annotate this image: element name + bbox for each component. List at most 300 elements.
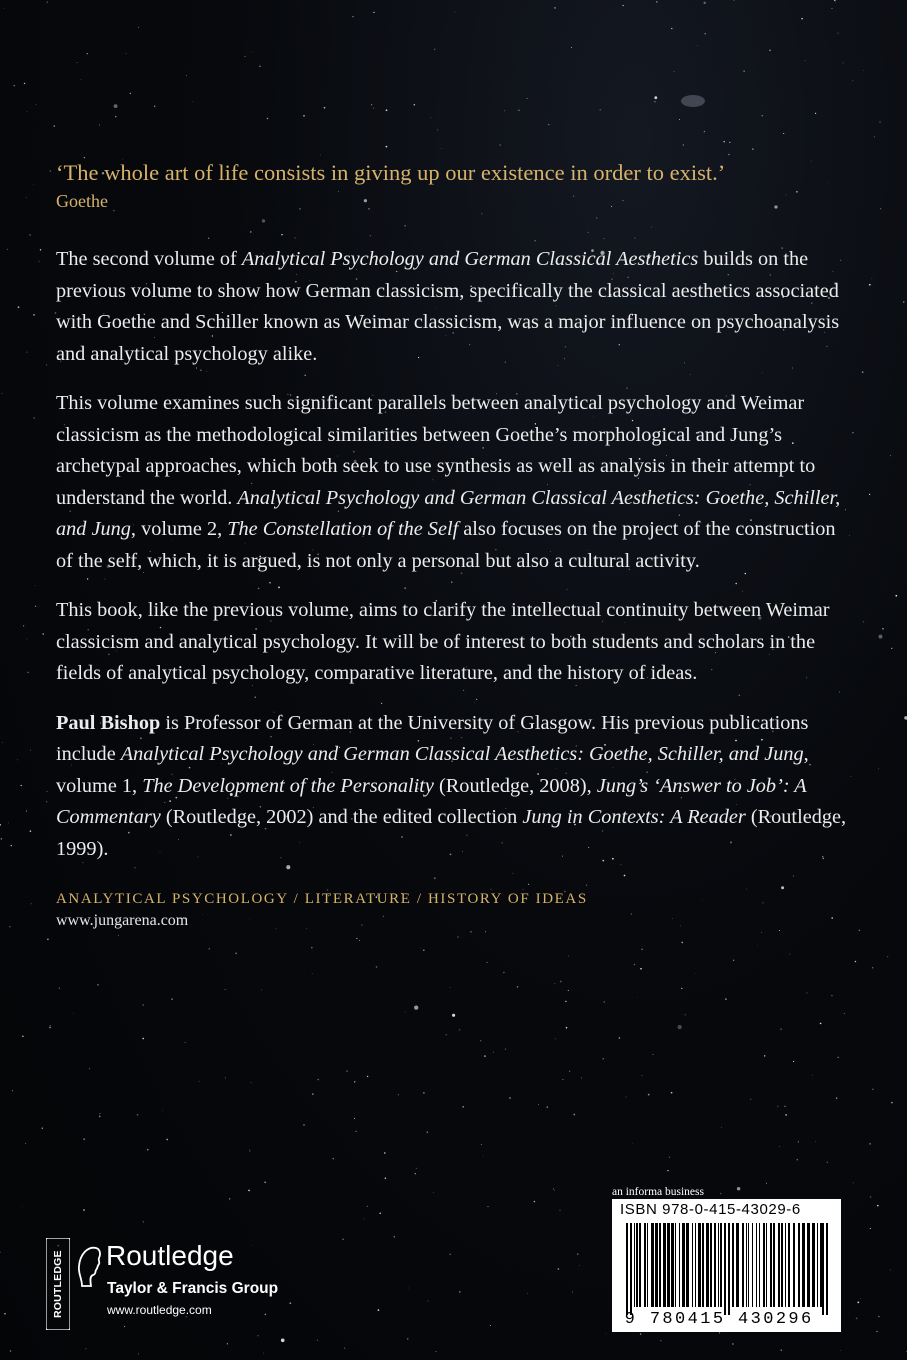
star (244, 56, 245, 57)
star (569, 1071, 570, 1072)
star (832, 8, 833, 9)
barcode-bar (636, 1223, 638, 1307)
barcode-bar (720, 1223, 722, 1307)
star (27, 352, 28, 353)
star (626, 1097, 627, 1098)
star (579, 1265, 580, 1266)
star (407, 1338, 408, 1339)
star (880, 208, 881, 209)
star (534, 1201, 536, 1203)
star (656, 1, 658, 3)
star (815, 113, 816, 114)
barcode-bar (778, 1223, 780, 1307)
star (138, 1353, 139, 1354)
star (34, 417, 35, 418)
barcode-bar (748, 1223, 749, 1307)
star (54, 125, 55, 126)
star (548, 124, 549, 125)
star (441, 148, 442, 149)
star (769, 49, 771, 51)
barcode-bar (756, 1223, 757, 1307)
star (505, 1049, 506, 1050)
star (890, 455, 891, 456)
barcode-bar (686, 1223, 689, 1307)
star (433, 1192, 434, 1193)
star (719, 1332, 720, 1333)
star (831, 995, 833, 997)
barcode-bar (746, 1223, 747, 1307)
star (373, 108, 374, 109)
star (705, 33, 706, 34)
barcode-bar (752, 1223, 753, 1307)
star (31, 903, 32, 904)
star (673, 71, 674, 72)
star (379, 1212, 381, 1214)
star (459, 1029, 461, 1031)
star (554, 7, 556, 9)
star (870, 1196, 872, 1198)
barcode-bar (675, 1223, 676, 1307)
star (303, 115, 305, 117)
barcode-bar (773, 1223, 775, 1307)
isbn-label: ISBN 978-0-415-43029-6 (620, 1201, 801, 1218)
barcode-bar (759, 1223, 760, 1307)
website-link[interactable]: www.jungarena.com (56, 912, 189, 929)
star (147, 1149, 149, 1151)
star (634, 964, 636, 966)
star (827, 1162, 828, 1163)
star (678, 1025, 682, 1029)
star (346, 1070, 348, 1072)
barcode-bar (644, 1223, 646, 1307)
star (484, 1055, 486, 1057)
publisher-url[interactable]: www.routledge.com (107, 1303, 212, 1317)
star (852, 80, 853, 81)
star (798, 1141, 799, 1142)
epigraph-quote: ‘The whole art of life consists in giving up our existence in order to exist.’ (56, 160, 726, 185)
barcode-bar (663, 1223, 666, 1307)
star (887, 956, 888, 957)
star (781, 1349, 783, 1351)
star (789, 954, 790, 955)
star (783, 133, 784, 134)
star (732, 1343, 733, 1344)
star (879, 121, 880, 122)
star (435, 1351, 436, 1352)
star (385, 1177, 386, 1178)
star (317, 1340, 318, 1341)
star (485, 931, 486, 932)
star (509, 1097, 510, 1098)
star (85, 1348, 86, 1349)
star (30, 750, 31, 751)
star (527, 1293, 528, 1294)
star (27, 639, 28, 640)
barcode-bar (667, 1223, 670, 1307)
star (681, 988, 682, 989)
star (641, 949, 642, 950)
star (427, 1300, 428, 1301)
star (577, 1253, 579, 1255)
barcode-bar (736, 1223, 739, 1307)
informa-tagline: an informa business (612, 1186, 704, 1198)
star (27, 111, 28, 112)
star (566, 1027, 568, 1029)
star (859, 930, 860, 931)
star (249, 1149, 250, 1150)
star (9, 926, 10, 927)
barcode-bar (718, 1223, 719, 1307)
star (12, 1090, 13, 1091)
star (723, 141, 725, 143)
star (33, 314, 35, 316)
star (890, 1269, 891, 1270)
barcode-bar (807, 1223, 810, 1307)
barcode-bar (659, 1223, 661, 1307)
star (21, 785, 22, 786)
star (648, 1094, 650, 1096)
star (225, 989, 226, 990)
star (872, 1089, 873, 1090)
star (504, 110, 505, 111)
star (4, 1313, 5, 1314)
star (359, 940, 360, 941)
star (126, 53, 127, 54)
barcode-bar (785, 1223, 786, 1307)
star (77, 62, 78, 63)
star (89, 1068, 90, 1069)
ean-digits: 9 780415 430296 (624, 1310, 814, 1329)
star (876, 1331, 877, 1332)
star (386, 109, 388, 111)
star (572, 1292, 573, 1293)
star (632, 1143, 633, 1144)
star (838, 1057, 839, 1058)
star (872, 967, 874, 969)
star (835, 1, 836, 2)
star (251, 1082, 252, 1083)
star (874, 136, 875, 137)
star (303, 1124, 305, 1126)
star (640, 968, 642, 970)
star (560, 1210, 561, 1211)
barcode-bar (695, 1223, 696, 1307)
star (606, 1333, 607, 1334)
star (728, 154, 730, 156)
star (17, 759, 18, 760)
star (29, 234, 31, 236)
star (312, 1093, 314, 1095)
barcode-bar (639, 1223, 641, 1307)
star (87, 53, 88, 54)
barcode-bar (798, 1223, 800, 1307)
star (703, 2, 705, 4)
head-profile-icon (76, 1244, 102, 1288)
star (367, 1206, 368, 1207)
star (35, 585, 36, 586)
emblem-lettering: ROUTLEDGE (52, 1250, 64, 1318)
star (844, 1013, 845, 1014)
star (259, 66, 260, 67)
star (457, 936, 458, 937)
star (186, 75, 187, 76)
star (538, 1104, 539, 1105)
star (654, 96, 657, 99)
star (493, 1052, 494, 1053)
star (805, 60, 806, 61)
star (481, 1055, 482, 1056)
star (356, 1131, 357, 1132)
star (642, 1075, 643, 1076)
star (452, 1014, 455, 1017)
star (878, 1316, 880, 1318)
star (671, 28, 672, 29)
star (209, 948, 210, 949)
star (812, 1075, 813, 1076)
star (39, 261, 40, 262)
barcode-bar (655, 1223, 658, 1307)
star (364, 1218, 365, 1219)
barcode-bar (714, 1223, 716, 1307)
star (777, 1106, 778, 1107)
star (669, 1157, 670, 1158)
star (581, 1077, 582, 1078)
star (171, 998, 173, 1000)
star (40, 249, 41, 250)
star (729, 142, 730, 143)
star (423, 1092, 424, 1093)
star (571, 47, 572, 48)
star (248, 1190, 250, 1192)
star (462, 1106, 464, 1108)
star (23, 625, 24, 626)
star (342, 1239, 344, 1241)
star (671, 1092, 673, 1094)
star (46, 801, 47, 802)
star (97, 984, 98, 985)
star (42, 1128, 43, 1129)
barcode-bar (692, 1223, 693, 1307)
star (434, 49, 435, 50)
star (99, 1113, 100, 1114)
star (562, 1079, 563, 1080)
star (721, 1127, 722, 1128)
star (258, 1335, 259, 1336)
star (488, 1206, 489, 1207)
barcode-bar (671, 1223, 674, 1307)
star (166, 1139, 168, 1141)
star (118, 935, 119, 936)
star (47, 939, 49, 941)
publisher-group: Taylor & Francis Group (107, 1280, 279, 1297)
star (855, 961, 857, 963)
publisher-logo (46, 1238, 306, 1328)
star (3, 8, 4, 9)
star (235, 953, 237, 955)
star (573, 1114, 575, 1116)
subject-categories: ANALYTICAL PSYCHOLOGY / LITERATURE / HISTORY OF IDEAS (56, 891, 588, 907)
star (50, 1025, 51, 1026)
star (371, 104, 372, 105)
star (311, 947, 312, 948)
star (7, 249, 8, 250)
star (743, 70, 744, 71)
star (352, 16, 353, 17)
star (762, 115, 763, 116)
barcode-bar (763, 1223, 765, 1307)
star (779, 930, 780, 931)
star (764, 1055, 765, 1056)
star (193, 101, 194, 102)
star (857, 1302, 859, 1304)
star (35, 606, 36, 607)
star (793, 1061, 794, 1062)
star (344, 1347, 345, 1348)
star (696, 973, 697, 974)
star (843, 62, 844, 63)
star (281, 1338, 285, 1342)
star (83, 1138, 85, 1140)
guard-bar (826, 1223, 828, 1315)
star (99, 125, 100, 126)
star (667, 1170, 668, 1171)
guard-bar (630, 1223, 632, 1315)
star (459, 1291, 461, 1293)
star (903, 301, 904, 302)
guard-bar (822, 1223, 824, 1315)
star (26, 811, 27, 812)
barcode-bar (698, 1223, 701, 1307)
star (483, 1155, 484, 1156)
star (229, 1198, 230, 1199)
star (840, 1350, 841, 1351)
star (26, 197, 27, 198)
star (599, 109, 601, 111)
star (142, 1038, 144, 1040)
star (99, 1116, 101, 1118)
barcode-bar (679, 1223, 680, 1307)
star (862, 371, 864, 373)
star (761, 932, 762, 933)
star (83, 1209, 85, 1211)
guard-bar (728, 1223, 730, 1315)
star (518, 110, 519, 111)
star (455, 12, 456, 13)
star (869, 494, 870, 495)
isbn-barcode (612, 1199, 841, 1332)
star (47, 791, 48, 792)
star (527, 98, 528, 99)
star (138, 27, 139, 28)
star (554, 983, 555, 984)
star (81, 79, 82, 80)
star (623, 5, 624, 6)
star (517, 986, 519, 988)
star (546, 1106, 548, 1108)
star (500, 145, 501, 146)
star (863, 621, 864, 622)
star (784, 1106, 785, 1107)
star (869, 1143, 870, 1144)
star (249, 1150, 250, 1151)
barcode-bar (732, 1223, 734, 1307)
star (785, 1114, 787, 1116)
star (73, 1013, 74, 1014)
star (752, 148, 754, 150)
star (46, 364, 47, 365)
author-bio: Paul Bishop is Professor of German at the University of Glasgow. His previous publications include Analytical Psychology and German Classical Aesthetics: Goethe, Schiller, and Jung, volume 1, The Development of the Personality (Routledge, 2008), Jung’s ‘Answer to Job’: A Commentary (Routledge, 2002) and the edited collection Jung in Contexts: A Reader (Routledge, 1999). (56, 711, 847, 860)
star (59, 988, 60, 989)
star (416, 1168, 417, 1169)
barcode-bar (647, 1223, 648, 1307)
star (450, 987, 451, 988)
barcode-bar (706, 1223, 709, 1307)
star (423, 949, 425, 951)
publisher-name: Routledge (106, 1240, 234, 1271)
star (568, 956, 569, 957)
star (227, 1343, 228, 1344)
star (264, 1182, 265, 1183)
star (882, 628, 884, 630)
barcode-bars (626, 1223, 830, 1315)
star (683, 144, 684, 145)
star (838, 33, 839, 34)
star (853, 1182, 854, 1183)
barcode-bar (634, 1223, 635, 1307)
star (427, 1131, 429, 1133)
star (420, 947, 421, 948)
back-cover-text (56, 158, 856, 930)
star (490, 1325, 491, 1326)
barcode-bar (766, 1223, 767, 1307)
star (24, 83, 25, 84)
star (863, 70, 864, 71)
star (0, 824, 1, 826)
star (10, 1350, 11, 1351)
star (11, 845, 12, 846)
star (386, 146, 388, 148)
star (373, 12, 374, 13)
star (806, 992, 807, 993)
star (553, 1188, 554, 1189)
barcode-bar (817, 1223, 818, 1307)
star (737, 1187, 740, 1190)
barcode-bar (742, 1223, 744, 1307)
star (185, 1042, 186, 1043)
star (780, 1028, 782, 1030)
star (22, 1206, 23, 1207)
barcode-bar (781, 1223, 783, 1307)
star (878, 768, 879, 769)
star (267, 118, 268, 119)
star (398, 1094, 399, 1095)
barcode-bar (682, 1223, 685, 1307)
star (312, 973, 313, 974)
star (660, 1340, 661, 1341)
star (2, 393, 3, 394)
star (394, 1236, 395, 1237)
barcode-bar (770, 1223, 772, 1307)
star (252, 52, 253, 53)
star (872, 278, 873, 279)
barcode-bar (651, 1223, 654, 1307)
star (1, 838, 2, 839)
description-paragraph-3: This book, like the previous volume, aims to clarify the intellectual continuity between Weimar classicism and analytical psychology. It will be of interest to both students and scholars in the fields of analytical psychology, comparative literature, and the history of ideas. (56, 599, 830, 684)
star (114, 104, 118, 108)
star (25, 1143, 26, 1144)
star (354, 1081, 355, 1082)
description-paragraph-1: The second volume of Analytical Psychology and German Classical Aesthetics builds on the previous volume to show how German classicism, specifically the classical aesthetics associated with Goethe and Schiller known as Weimar classicism, was a major influence on psychoanalysis and analytical psychology alike. (56, 248, 840, 365)
